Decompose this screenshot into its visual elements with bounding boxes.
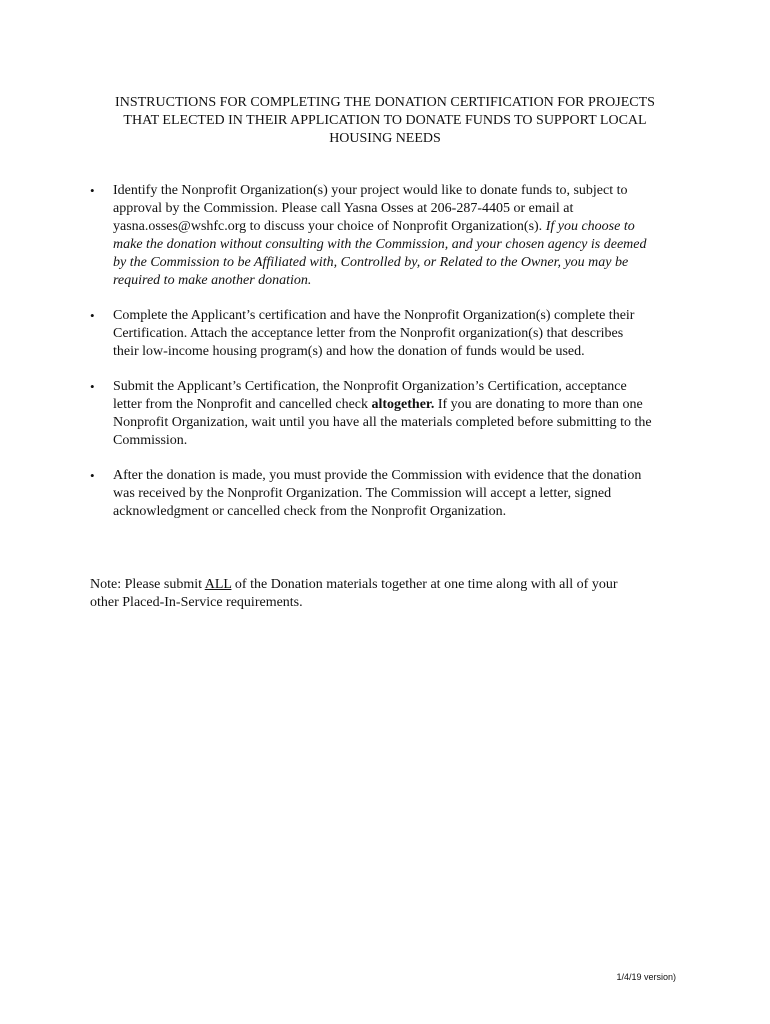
text-line bbox=[113, 218, 690, 236]
emphasis-text: ALL bbox=[204, 577, 232, 592]
text-segment: If you are donating to more than one bbox=[434, 397, 643, 412]
text-line: Commission. bbox=[113, 433, 188, 448]
text-line: Submit the Applicant’s Certification, the Nonprofit Organization’s Certification, acceptance bbox=[113, 379, 627, 394]
text-line: was received by the Nonprofit Organization. The Commission will accept a letter, signed bbox=[113, 486, 612, 501]
title-line: THAT ELECTED IN THEIR APPLICATION TO DONATE FUNDS TO SUPPORT LOCAL bbox=[123, 113, 647, 128]
text-line: Nonprofit Organization, wait until you have all the materials completed before submitting to the bbox=[113, 415, 652, 430]
note-paragraph bbox=[90, 576, 690, 612]
text-line bbox=[113, 396, 690, 414]
bullet-icon: • bbox=[90, 308, 95, 323]
bullet-icon: • bbox=[90, 183, 95, 198]
text-segment: letter from the Nonprofit and cancelled check bbox=[113, 397, 372, 412]
text-line: their low-income housing program(s) and how the donation of funds would be used. bbox=[113, 344, 585, 359]
warning-text: required to make another donation. bbox=[113, 273, 312, 288]
instruction-item-identify-nonprofit bbox=[90, 182, 690, 290]
text-line: approval by the Commission. Please call Yasna Osses at 206-287-4405 or email at bbox=[113, 201, 574, 216]
text-segment: of the Donation materials together at one time along with all of your bbox=[231, 577, 618, 592]
text-line: acknowledgment or cancelled check from the Nonprofit Organization. bbox=[113, 504, 507, 519]
text-segment: Note: Please submit bbox=[90, 577, 205, 592]
title-line: HOUSING NEEDS bbox=[329, 131, 441, 146]
text-line: Identify the Nonprofit Organization(s) your project would like to donate funds to, subject to bbox=[113, 183, 628, 198]
text-line: other Placed-In-Service requirements. bbox=[90, 595, 303, 610]
text-line: Complete the Applicant’s certification and have the Nonprofit Organization(s) complete their bbox=[113, 308, 635, 323]
text-line bbox=[90, 576, 690, 594]
bullet-icon: • bbox=[90, 379, 95, 394]
warning-text: If you choose to bbox=[545, 219, 635, 234]
bullet-icon: • bbox=[90, 468, 95, 483]
document-title bbox=[90, 94, 680, 148]
text-line: Certification. Attach the acceptance letter from the Nonprofit organization(s) that describes bbox=[113, 326, 624, 341]
email-text: yasna.osses@wshfc.org to discuss your choice of Nonprofit Organization(s). bbox=[113, 219, 546, 234]
warning-text: make the donation without consulting with the Commission, and your chosen agency is deemed bbox=[113, 237, 647, 252]
text-line: After the donation is made, you must provide the Commission with evidence that the donation bbox=[113, 468, 642, 483]
version-footer: 1/4/19 version) bbox=[616, 972, 676, 982]
instruction-item-provide-evidence bbox=[90, 467, 690, 521]
title-line: INSTRUCTIONS FOR COMPLETING THE DONATION CERTIFICATION FOR PROJECTS bbox=[115, 95, 655, 110]
instruction-list bbox=[90, 182, 690, 538]
emphasis-text: altogether. bbox=[371, 397, 435, 412]
instruction-item-complete-certification bbox=[90, 307, 690, 361]
warning-text: by the Commission to be Affiliated with, Controlled by, or Related to the Owner, you may be bbox=[113, 255, 629, 270]
instruction-item-submit-together bbox=[90, 378, 690, 450]
